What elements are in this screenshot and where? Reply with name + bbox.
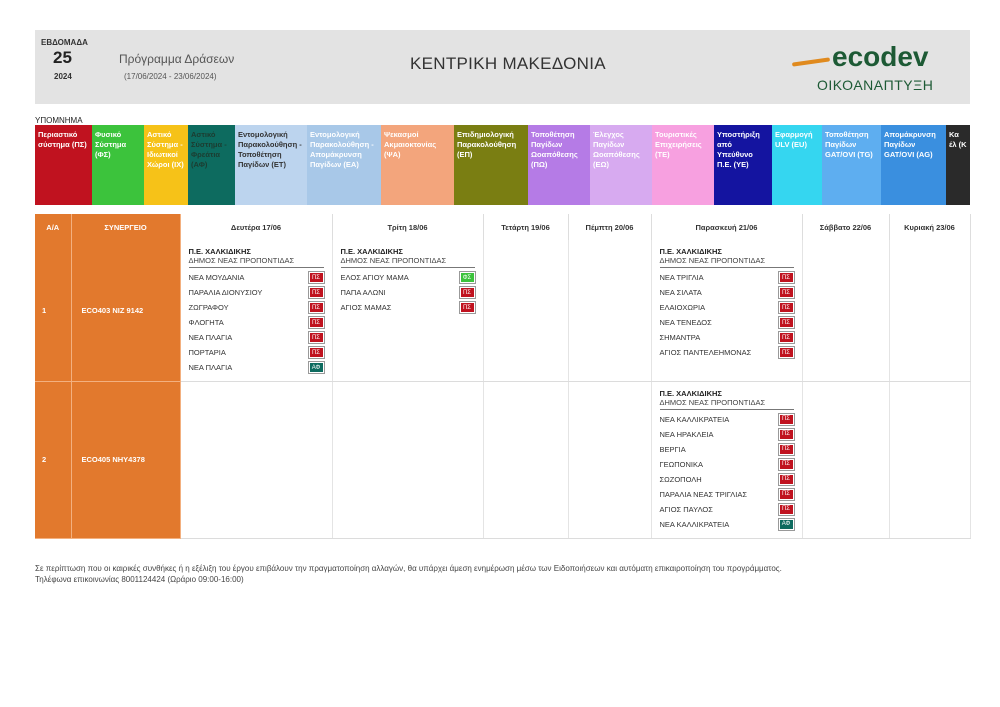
schedule-table <box>35 214 970 539</box>
header-aa: Α/Α <box>35 214 71 240</box>
header-sunday: Κυριακή 23/06 <box>889 214 970 240</box>
activity-badge: ΠΣ <box>309 272 324 283</box>
location-item <box>660 427 794 442</box>
legend-item: Αστικό Σύστημα - Ιδιωτικοί Χώροι (ΙΧ) <box>144 125 188 205</box>
schedule-block <box>652 382 802 532</box>
location-item <box>660 270 794 285</box>
legend-item: Απομάκρυνση Παγίδων GAT/OVI (AG) <box>881 125 946 205</box>
activity-badge: ΠΣ <box>779 444 794 455</box>
table-row <box>35 381 970 538</box>
row-number: 2 <box>35 381 71 538</box>
location-name: ΝΕΑ ΠΛΑΓΙΑ <box>188 333 233 342</box>
legend-item: Περιαστικό σύστημα (ΠΣ) <box>35 125 92 205</box>
location-item <box>660 285 794 300</box>
legend-item: Φυσικό Σύστημα (ΦΣ) <box>92 125 144 205</box>
location-name: ΠΑΠΑ ΑΛΩΝΙ <box>340 288 386 297</box>
day-cell-tue <box>332 381 483 538</box>
activity-badge: ΠΣ <box>309 302 324 313</box>
legend-item: Έλεγχος Παγίδων Ωοαπόθεσης (ΕΩ) <box>590 125 652 205</box>
location-name: ΑΓΙΟΣ ΠΑΥΛΟΣ <box>659 504 713 514</box>
location-name: ΠΑΡΑΛΙΑ ΝΕΑΣ ΤΡΙΓΛΙΑΣ <box>659 489 747 499</box>
day-cell-tue <box>332 240 483 381</box>
team-name: ECO403 ΝΙΖ 9142 <box>71 240 180 381</box>
location-name: ΝΕΑ ΣΙΛΑΤΑ <box>659 288 702 297</box>
day-cell-thu <box>568 240 651 381</box>
day-cell-sat <box>802 240 889 381</box>
location-item <box>660 517 794 532</box>
location-name: ΝΕΑ ΚΑΛΛΙΚΡΑΤΕΙΑ <box>659 414 730 424</box>
location-name: ΝΕΑ ΚΑΛΛΙΚΡΑΤΕΙΑ <box>659 519 730 529</box>
legend-item: Υποστήριξη από Υπεύθυνο Π.Ε. (ΥΕ) <box>714 125 772 205</box>
location-item <box>660 315 794 330</box>
activity-badge: ΠΣ <box>309 332 324 343</box>
activity-badge: ΠΣ <box>309 347 324 358</box>
activity-badge: ΠΣ <box>779 287 794 298</box>
day-cell-mon <box>180 240 332 381</box>
week-label: ΕΒΔΟΜΑΔΑ <box>41 38 88 47</box>
table-header-row <box>35 214 970 240</box>
location-name: ΦΛΟΓΗΤΑ <box>188 318 224 327</box>
legend-item: Τοποθέτηση Παγίδων Ωοαπόθεσης (ΠΩ) <box>528 125 590 205</box>
location-name: ΣΗΜΑΝΤΡΑ <box>659 333 701 342</box>
location-item <box>189 315 324 330</box>
location-item <box>660 502 794 517</box>
activity-badge: ΠΣ <box>779 332 794 343</box>
legend <box>35 125 970 205</box>
activity-badge: ΠΣ <box>309 287 324 298</box>
logo-swoosh-icon <box>792 57 830 66</box>
logo-subtitle: ΟΙΚΟΑΝΑΠΤΥΞΗ <box>817 77 934 93</box>
location-item <box>189 345 324 360</box>
program-title: Πρόγραμμα Δράσεων <box>119 52 235 66</box>
week-number: 25 <box>53 48 72 67</box>
location-item <box>660 472 794 487</box>
location-name: ΖΩΓΡΑΦΟΥ <box>188 303 229 312</box>
day-cell-thu <box>568 381 651 538</box>
activity-badge: ΠΣ <box>460 287 475 298</box>
location-name: ΓΕΩΠΟΝΙΚΑ <box>659 459 703 469</box>
footer-phone: Τηλέφωνα επικοινωνίας 8001124424 (Ωράριο 09:00-16:00) <box>35 575 244 584</box>
activity-badge: ΑΦ <box>779 519 794 530</box>
header-wednesday: Τετάρτη 19/06 <box>483 214 568 240</box>
header-banner <box>35 30 970 104</box>
location-item <box>189 300 324 315</box>
activity-badge: ΠΣ <box>779 272 794 283</box>
activity-badge: ΦΣ <box>460 272 475 283</box>
municipality: ΔΗΜΟΣ ΝΕΑΣ ΠΡΟΠΟΝΤΙΔΑΣ <box>660 398 794 410</box>
day-cell-fri <box>651 381 802 538</box>
location-item <box>341 300 475 315</box>
activity-badge: ΠΣ <box>779 429 794 440</box>
regional-unit: Π.Ε. ΧΑΛΚΙΔΙΚΗΣ <box>188 247 251 256</box>
table-row <box>35 240 970 381</box>
location-name: ΕΛΟΣ ΑΓΙΟΥ ΜΑΜΑ <box>340 273 409 282</box>
location-item <box>660 300 794 315</box>
region-title: ΚΕΝΤΡΙΚΗ ΜΑΚΕΔΟΝΙΑ <box>410 54 606 73</box>
municipality: ΔΗΜΟΣ ΝΕΑΣ ΠΡΟΠΟΝΤΙΔΑΣ <box>660 256 794 268</box>
regional-unit: Π.Ε. ΧΑΛΚΙΔΙΚΗΣ <box>659 247 722 256</box>
municipality: ΔΗΜΟΣ ΝΕΑΣ ΠΡΟΠΟΝΤΙΔΑΣ <box>341 256 475 268</box>
legend-item: Τουριστικές Επιχειρήσεις (ΤΕ) <box>652 125 714 205</box>
header-friday: Παρασκευή 21/06 <box>651 214 802 240</box>
activity-badge: ΠΣ <box>779 504 794 515</box>
location-item <box>189 360 324 375</box>
day-cell-sat <box>802 381 889 538</box>
logo-text: ecodev <box>832 41 929 72</box>
legend-item: Τοποθέτηση Παγίδων GAT/OVI (TG) <box>822 125 881 205</box>
location-name: ΑΓΙΟΣ ΠΑΝΤΕΛΕΗΜΟΝΑΣ <box>659 348 752 357</box>
ecodev-logo <box>792 38 962 98</box>
location-name: ΠΑΡΑΛΙΑ ΔΙΟΝΥΣΙΟΥ <box>188 288 263 297</box>
activity-badge: ΠΣ <box>779 414 794 425</box>
legend-item: Εντομολογική Παρακολούθηση - Απομάκρυνση Παγίδων (ΕΑ) <box>307 125 381 205</box>
activity-badge: ΠΣ <box>779 347 794 358</box>
week-year: 2024 <box>54 72 72 81</box>
legend-item: Ψεκασμοί Ακμαιοκτονίας (ΨΑ) <box>381 125 454 205</box>
day-cell-wed <box>483 240 568 381</box>
legend-item: Επιδημιολογική Παρακολούθηση (ΕΠ) <box>454 125 528 205</box>
location-item <box>660 457 794 472</box>
program-dates: (17/06/2024 - 23/06/2024) <box>124 72 217 81</box>
day-cell-mon <box>180 381 332 538</box>
location-name: ΒΕΡΓΙΑ <box>659 444 686 454</box>
day-cell-wed <box>483 381 568 538</box>
location-item <box>189 270 324 285</box>
header-tuesday: Τρίτη 18/06 <box>332 214 483 240</box>
location-name: ΝΕΑ ΤΡΙΓΛΙΑ <box>659 273 704 282</box>
row-number: 1 <box>35 240 71 381</box>
footer-note-text: Σε περίπτωση που οι καιρικές συνθήκες ή η εξέλιξη του έργου επιβάλουν την πραγματοποίηση αλλαγών, θα υπάρχει άμεση ενημέρωση μέσω των Ειδοποιήσεων και αυτόματη επικαιροποίηση του προγράμματος. <box>35 564 782 573</box>
location-name: ΝΕΑ ΠΛΑΓΙΑ <box>188 363 233 372</box>
activity-badge: ΠΣ <box>309 317 324 328</box>
municipality: ΔΗΜΟΣ ΝΕΑΣ ΠΡΟΠΟΝΤΙΔΑΣ <box>189 256 324 268</box>
location-item <box>341 285 475 300</box>
legend-item: Εντομολογική Παρακολούθηση - Τοποθέτηση Παγίδων (ΕΤ) <box>235 125 307 205</box>
location-name: ΝΕΑ ΤΕΝΕΔΟΣ <box>659 318 712 327</box>
legend-item: Κα έλ (Κ <box>946 125 970 205</box>
activity-badge: ΠΣ <box>779 474 794 485</box>
day-cell-fri <box>651 240 802 381</box>
regional-unit: Π.Ε. ΧΑΛΚΙΔΙΚΗΣ <box>659 388 722 398</box>
header-saturday: Σάββατο 22/06 <box>802 214 889 240</box>
legend-item: Εφαρμογή ULV (EU) <box>772 125 822 205</box>
header-team: ΣΥΝΕΡΓΕΙΟ <box>71 214 180 240</box>
location-item <box>660 412 794 427</box>
activity-badge: ΠΣ <box>779 489 794 500</box>
activity-badge: ΠΣ <box>460 302 475 313</box>
location-name: ΣΩΖΟΠΟΛΗ <box>659 474 702 484</box>
schedule-block <box>181 240 332 375</box>
location-name: ΠΟΡΤΑΡΙΑ <box>188 348 226 357</box>
location-item <box>660 442 794 457</box>
day-cell-sun <box>889 381 970 538</box>
location-item <box>660 330 794 345</box>
location-item <box>341 270 475 285</box>
day-cell-sun <box>889 240 970 381</box>
location-item <box>660 345 794 360</box>
location-name: ΑΓΙΟΣ ΜΑΜΑΣ <box>340 303 392 312</box>
activity-badge: ΠΣ <box>779 317 794 328</box>
footer-note <box>35 563 782 585</box>
location-name: ΝΕΑ ΜΟΥΔΑΝΙΑ <box>188 273 245 282</box>
activity-badge: ΑΦ <box>309 362 324 373</box>
location-name: ΝΕΑ ΗΡΑΚΛΕΙΑ <box>659 429 714 439</box>
regional-unit: Π.Ε. ΧΑΛΚΙΔΙΚΗΣ <box>340 247 403 256</box>
location-item <box>660 487 794 502</box>
team-name: ECO405 ΝΗΥ4378 <box>71 381 180 538</box>
location-item <box>189 285 324 300</box>
activity-badge: ΠΣ <box>779 459 794 470</box>
location-item <box>189 330 324 345</box>
legend-item: Αστικό Σύστημα - Φρεάτια (ΑΦ) <box>188 125 235 205</box>
activity-badge: ΠΣ <box>779 302 794 313</box>
header-monday: Δευτέρα 17/06 <box>180 214 332 240</box>
schedule-block <box>652 240 802 360</box>
location-name: ΕΛΑΙΟΧΩΡΙΑ <box>659 303 706 312</box>
legend-title: ΥΠΟΜΝΗΜΑ <box>35 116 83 125</box>
schedule-block <box>333 240 483 315</box>
header-thursday: Πέμπτη 20/06 <box>568 214 651 240</box>
